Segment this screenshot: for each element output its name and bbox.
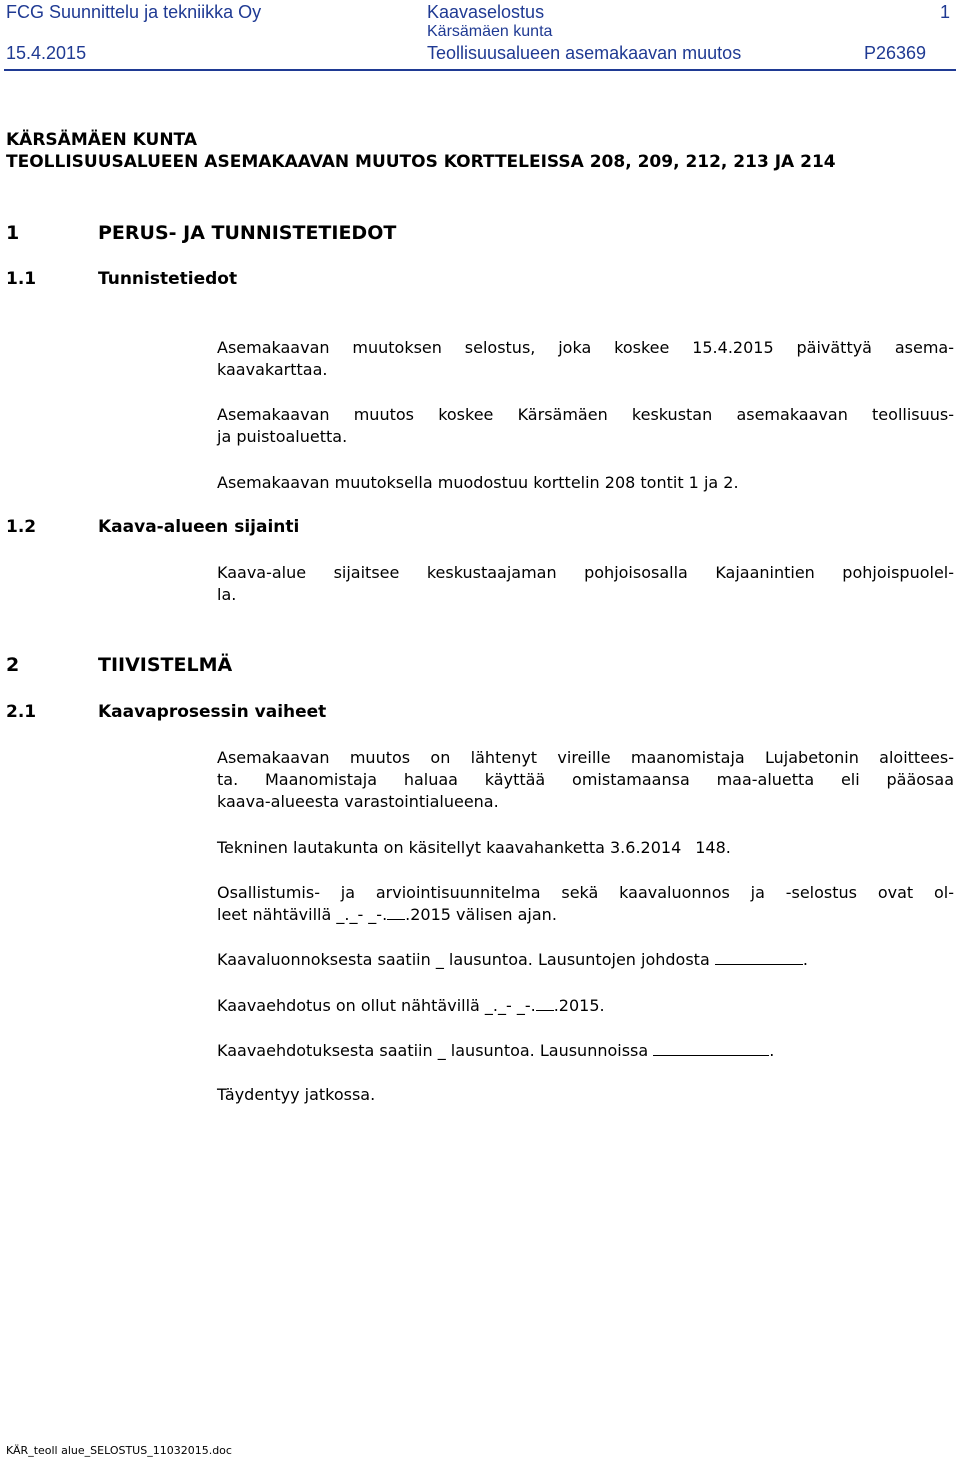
paragraph-tontit [217,472,954,494]
blank-field [536,996,554,1011]
paragraph-line: Asemakaavan muutoksella muodostuu korttelin 208 tontit 1 ja 2. [217,473,739,492]
paragraph-line [217,838,731,857]
section-1-2-number: 1.2 [6,517,37,537]
paragraph-line: Asemakaavan muutoksen selostus, joka koskee 15.4.2015 päivättyä asema- [217,338,954,357]
paragraph-selostus [217,337,954,381]
paragraph-line [217,1041,774,1060]
section-2-1-number: 2.1 [6,702,37,722]
paragraph-line: Kaava-alue sijaitsee keskustaajaman pohjoisosalla Kajaanintien pohjoispuolel- [217,563,954,582]
paragraph-ehdotus [217,995,954,1017]
ehdotuksesta-end: . [769,1041,775,1060]
header-project-code: P26369 [864,43,927,63]
paragraph-sijainti [217,562,954,606]
paragraph-lausunnot-ehdotus [217,1040,954,1062]
paragraph-muutos-koskee [217,404,954,448]
paragraph-vireille [217,747,954,813]
paragraph-line: Asemakaavan muutos koskee Kärsämäen keskustan asemakaavan teollisuus- [217,405,954,424]
paragraph-lausunnot-luonnos [217,949,954,971]
nahtavilla-start: leet nähtävillä _._- _-. [217,905,388,924]
header-company: FCG Suunnittelu ja tekniikka Oy [6,2,262,22]
section-2-title: TIIVISTELMÄ [98,654,233,676]
blank-field [653,1041,769,1056]
paragraph-line: kaavakarttaa. [217,360,328,379]
paragraph-line [217,996,605,1015]
header-doc-type: Kaavaselostus [427,2,545,22]
section-2-heading [6,653,232,677]
footer-filename: KÄR_teoll alue_SELOSTUS_11032015.doc [6,1444,232,1457]
header-rule [4,69,956,71]
doc-title-line2: TEOLLISUUSALUEEN ASEMAKAAVAN MUUTOS KORTTELEISSA 208, 209, 212, 213 JA 214 [6,152,836,172]
doc-title-line1: KÄRSÄMÄEN KUNTA [6,130,197,150]
section-1-2-title: Kaava-alueen sijainti [98,517,300,537]
paragraph-line: ta. Maanomistaja haluaa käyttää omistamaansa maa-aluetta eli pääosaa [217,770,954,789]
ehdotuksesta-text: Kaavaehdotuksesta saatiin _ lausuntoa. Lausunnoissa [217,1041,649,1060]
paragraph-line: Asemakaavan muutos on lähtenyt vireille maanomistaja Lujabetonin aloittees- [217,748,954,767]
section-1-1-title: Tunnistetiedot [98,269,238,289]
paragraph-line [217,905,557,924]
paragraph-line: la. [217,585,237,604]
section-2-1-heading [6,701,326,723]
lautakunta-text: Tekninen lautakunta on käsitellyt kaavahanketta 3.6.2014 [217,838,682,857]
header-project-title: Teollisuusalueen asemakaavan muutos [427,43,742,63]
section-2-1-title: Kaavaprosessin vaiheet [98,702,327,722]
paragraph-taydentyy [217,1084,954,1106]
blank-field [715,950,803,965]
header-municipality: Kärsämäen kunta [427,23,553,40]
pykala-number: 148. [695,838,731,857]
ehdotus-end: .2015. [553,996,605,1015]
luonnos-text: Kaavaluonnoksesta saatiin _ lausuntoa. Lausuntojen johdosta [217,950,710,969]
section-2-number: 2 [6,654,20,676]
nahtavilla-end: .2015 välisen ajan. [405,905,557,924]
paragraph-osallistumis [217,882,954,926]
section-1-1-number: 1.1 [6,269,37,289]
paragraph-lautakunta [217,837,954,859]
section-1-number: 1 [6,222,20,244]
header-date: 15.4.2015 [6,43,87,63]
luonnos-end: . [802,950,808,969]
section-1-title: PERUS- JA TUNNISTETIEDOT [98,222,397,244]
paragraph-line: kaava-alueesta varastointialueena. [217,792,499,811]
blank-field [387,905,405,920]
paragraph-line [217,950,808,969]
ehdotus-start: Kaavaehdotus on ollut nähtävillä _._- _-. [217,996,536,1015]
paragraph-line: ja puistoaluetta. [217,427,348,446]
section-1-2-heading [6,516,299,538]
section-1-1-heading [6,268,237,290]
header-page-number: 1 [940,2,951,22]
section-1-heading [6,221,396,245]
paragraph-line: Osallistumis- ja arviointisuunnitelma sekä kaavaluonnos ja -selostus ovat ol- [217,883,954,902]
paragraph-line: Täydentyy jatkossa. [217,1085,376,1104]
blank-field [681,839,695,853]
